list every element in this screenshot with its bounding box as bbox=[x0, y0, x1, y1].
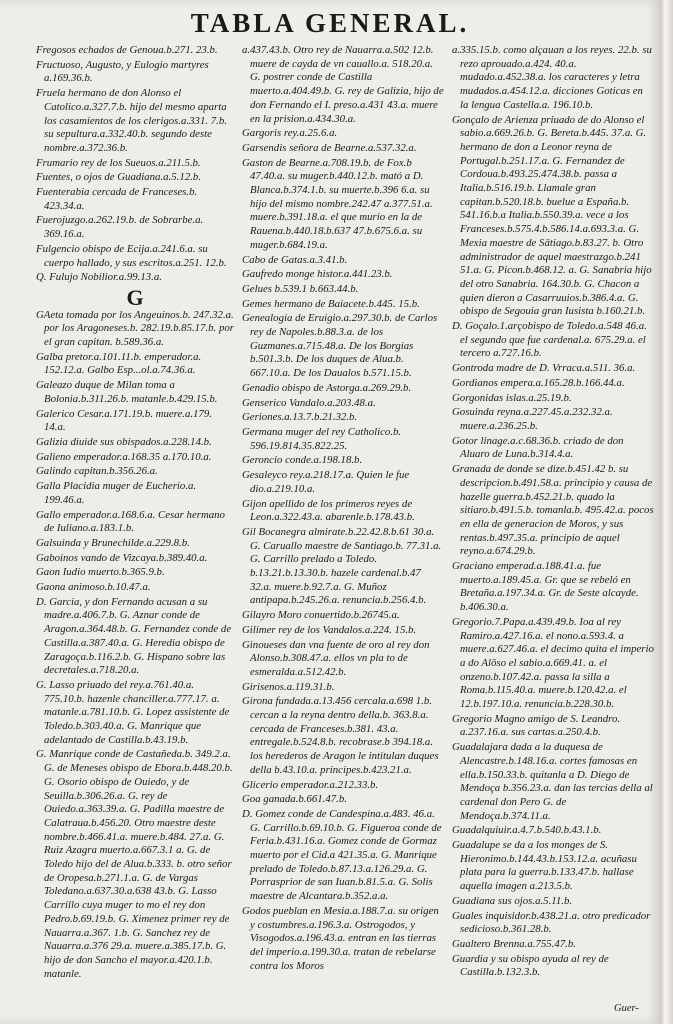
catchword: Guer- bbox=[614, 1003, 639, 1014]
page-title: TABLA GENERAL. bbox=[190, 8, 470, 38]
letter-heading: G bbox=[126, 284, 144, 310]
index-entry: Fulgencio obispo de Ecija.a.241.6.a. su cuerpo hallado, y sus escritos.a.251. 12.b. bbox=[36, 242, 227, 269]
index-entry: D. Garcia, y don Fernando acusan a su madre.a.406.7.b. G. Aznar conde de Aragon.a.364.48.b. G. Fernandez conde de Castilla.a.387.40.a. G. Heredia obispo de Zaragoça.b.116.2.b. G. Hispano sobre las decretales.a.718.20.a. bbox=[36, 595, 232, 677]
index-entry: Gelues b.539.1 b.663.44.b. bbox=[242, 282, 359, 295]
index-entry: Girisenos.a.119.31.b. bbox=[242, 680, 335, 693]
index-entry: Gordianos empera.a.165.28.b.166.44.a. bbox=[452, 376, 625, 389]
index-entry: Ginoueses dan vna fuente de oro al rey don Alonso.b.308.47.a. ellos vn pla to de esmeralda.a.512.42.b. bbox=[242, 638, 430, 678]
index-entry: Gargoris rey.a.25.6.a. bbox=[242, 127, 338, 140]
index-entry: a.437.43.b. Otro rey de Nauarra.a.502 12.b. muere de cayda de vn cauallo.a. 518.20.a. G. postrer conde de Castilla muerto.a.404.49.b. G. rey de Galizia, hijo de don Fernando el I. preso.a.431 43.a. muere en la prision.a.434.30.a. bbox=[242, 44, 444, 125]
index-entry: Fuerojuzgo.a.262.19.b. de Sobrarbe.a. 369.16.a. bbox=[36, 214, 204, 241]
index-entry: Cabo de Gatas.a.3.41.b. bbox=[242, 253, 348, 266]
index-entry: Godos pueblan en Mesia.a.188.7.a. su origen y costumbres.a.196.3.a. Ostrogodos, y Visogodos.a.196.43.a. entran en las tierras del imperio.a.199.30.a. tratan de rebelarse contra los Moros bbox=[242, 904, 439, 972]
index-column-2 bbox=[242, 44, 444, 1020]
index-entry: Gesaleyco rey.a.218.17.a. Quien le fue dio.a.219.10.a. bbox=[242, 469, 410, 495]
index-entry: Geroncio conde.a.198.18.b. bbox=[242, 454, 363, 467]
index-entry: Frumario rey de los Sueuos.a.211.5.b. bbox=[36, 156, 201, 169]
index-entry: G. Manrique conde de Castañeda.b. 349.2.a. G. de Meneses obispo de Ebora.b.448.20.b. G. Osorio obispo de Ouiedo, y de Seuilla.b.306.26.a. G. rey de Ouiedo.a.363.39.a. G. Padilla maestre de Calatraua.b.456.20. Otro maestre deste nombre.b.466.41.a. muere.b.484. 27.a. G. Ruiz Azagra muerto.a.667.3.1 a. G. de Toledo hijo del de Alua.b.333. b. otro señor de Oropesa.b.271.1.a. G. de Vargas Toledano.a.637.30.a.638 43.b. G. Lasso Carrillo cuya muger to mo el rey don Pedro.b.69.19.b. G. Ximenez primer rey de Nauarra.a.367. 1.b. G. Sanchez rey de Nauarra.a.376 29.a. muere.a.385.17.b. G. hijo de don Sancho el mayor.a.420.1.b. matanle. bbox=[36, 748, 233, 980]
index-entry: Garsendis señora de Bearne.a.537.32.a. bbox=[242, 141, 417, 154]
index-entry: Guadalajara dada a la duquesa de Alencastre.b.148.16.a. cortes famosas en ella.b.150.33.b. quitanla a D. Diego de Mendoça b.356.23.a. dan las tercias della al cardenal don Pero G. de Mendoça.b.374.11.a. bbox=[452, 741, 653, 822]
index-entry: Gilimer rey de los Vandalos.a.224. 15.b. bbox=[242, 623, 417, 636]
index-entry: Gemes hermano de Baiacete.b.445. 15.b. bbox=[242, 297, 420, 310]
index-entry: Fuenterabia cercada de Franceses.b. 423.34.a. bbox=[36, 186, 198, 212]
index-entry: G. Lasso priuado del rey.a.761.40.a. 775.10.b. hazenle chanciller.a.777.17. a. matanle.a.781.10.b. G. Lopez assistente de Toledo.b.303.40.a. G. Manrique que adelantado de Castilla.b.43.19.b. bbox=[36, 678, 230, 746]
index-entry: Granada de donde se dize.b.451.42 b. su descripcion.b.491.58.a. principio y causa de hazelle guerra.b.452.21.b. quado la sitiaro.b.491.5.b. tomanla.b. 495.42.a. pocos en ella de generacion de Moros, y sus rentas.b.497.35.a. principio de aquel reyno.a.674.29.b. bbox=[452, 463, 654, 558]
index-entry: Gaona animoso.b.10.47.a. bbox=[36, 581, 151, 594]
entries-f bbox=[36, 44, 234, 285]
index-entry: Q. Fulujo Nobilior.a.99.13.a. bbox=[36, 271, 162, 284]
index-entry: Fuentes, o ojos de Guadiana.a.5.12.b. bbox=[36, 171, 201, 184]
index-entry: Galsuinda y Brunechilde.a.229.8.b. bbox=[36, 536, 190, 549]
index-entry: Gorgonidas islas.a.25.19.b. bbox=[452, 391, 572, 404]
index-entry: Gallo emperador.a.168.6.a. Cesar hermano de Iuliano.a.183.1.b. bbox=[36, 508, 225, 535]
index-entry: Galerico Cesar.a.171.19.b. muere.a.179. 14.a. bbox=[36, 407, 212, 434]
index-entry: Germana muger del rey Catholico.b. 596.19.814.35.822.25. bbox=[242, 425, 402, 452]
index-entry: Guadalupe se da a los monges de S. Hieronimo.b.144.43.b.153.12.a. acuñasu plata para la guerra.b.133.47.b. hallase aquella imagen a.213.5.b. bbox=[452, 839, 637, 893]
index-entry: D. Goçalo.1.arçobispo de Toledo.a.548 46.a. el segundo que fue cardenal.a. 675.29.a. el tercero a.727.16.b. bbox=[452, 320, 647, 360]
index-entry: Gotor linage.a.c.68.36.b. criado de don Aluaro de Luna.b.314.4.a. bbox=[452, 434, 624, 461]
index-entry: Galieno emperador.a.168.35 a.170.10.a. bbox=[36, 450, 212, 463]
index-entry: Guardia y su obispo ayuda al rey de Castilla.b.132.3.b. bbox=[452, 952, 609, 979]
book-spine bbox=[660, 0, 673, 1024]
index-entry: Gontroda madre de D. Vrraca.a.511. 36.a. bbox=[452, 362, 636, 375]
index-column-1 bbox=[36, 44, 234, 1020]
index-entry: Gosuinda reyna.a.227.45.a.232.32.a. muere.a.236.25.b. bbox=[452, 406, 613, 432]
index-entry: Fregosos echados de Genoua.b.271. 23.b. bbox=[36, 44, 218, 56]
index-entry: Goa ganada.b.661.47.b. bbox=[242, 793, 347, 806]
index-entry: Galba pretor.a.101.11.b. emperador.a. 152.12.a. Galbo Esp...ol.a.74.36.a. bbox=[36, 350, 202, 377]
index-entry: Galeazo duque de Milan toma a Bolonia.b.311.26.b. matanle.b.429.15.b. bbox=[36, 379, 218, 405]
index-entry: Gijon apellido de los primeros reyes de Leon.a.322.43.a. abarenle.b.178.43.b. bbox=[242, 497, 415, 524]
index-entry: Fruela hermano de don Alonso el Catolico.a.327.7.b. hijo del mesmo aparta los casamientos de los clerigos.a.331. 7.b. su sepultura.a.332.40.b. segundo deste nombre.a.372.36.b. bbox=[36, 87, 227, 154]
index-entry: Glicerio emperador.a.212.33.b. bbox=[242, 778, 379, 791]
index-entry: Graciano emperad.a.188.41.a. fue muerto.a.189.45.a. Gr. que se rebeló en Bretaña.a.197.34.a. Gr. de Seste alcayde. b.406.30.a. bbox=[452, 560, 639, 614]
index-entry: Gonçalo de Arienza priuado de do Alonso el sabio.a.669.26.b. G. Bereta.b.445. 37.a. G. hermano de don a Leonor reyna de Portugal.b.251.17.a. G. Fernandez de Cordoua.b.493.25.474.38.b. passa a Italia.b.516.19.b. Llamale gran capitan.b.520.18.b. buelue a España.b. 541.16.b.a Italia.b.550.39.a. vece a los Franceses.b.575.4.b.586.14.a.693.3.a. G. Mexia maestre de Sātiago.b.83.27. b. Otro administrador de aquel maestrazgo.b.241 51.a. G. Picon.b.468.12. a. G. Sanabria hijo del otro Sanabria. 164.30.b. G. Chacon a quien dieron a Casarruuios.b.386.4.a. G. obispo de Segouia gran Iusista b.160.21.b. bbox=[452, 113, 652, 318]
index-entry: Galla Placidia muger de Eucherio.a. 199.46.a. bbox=[36, 480, 197, 506]
index-entry: Genadio obispo de Astorga.a.269.29.b. bbox=[242, 381, 412, 394]
index-entry: D. Gomez conde de Candespina.a.483. 46.a. G. Carrillo.b.69.10.b. G. Figueroa conde de Feria.b.431.16.a. Gomez conde de Gormaz muerto por el Cid.a 421.35.a. G. Manrique prelado de Toledo.b.87.13.a.126.29.a. G. Porrasprior de san Iuan.b.81.5.a. G. Solis maestre de Alcantara.b.352.a.a. bbox=[242, 807, 442, 903]
entries-g bbox=[36, 309, 234, 982]
index-entry: Guadiana sus ojos.a.5.11.b. bbox=[452, 894, 573, 907]
index-entry: Gaufredo monge histor.a.441.23.b. bbox=[242, 268, 393, 281]
index-entry: Galindo capitan.b.356.26.a. bbox=[36, 465, 158, 478]
index-entry: a.335.15.b. como alçauan a los reyes. 22.b. su rezo aprouado.a.424. 40.a. mudado.a.452.38.a. los caracteres y letra mudados.a.454.12.a. dicciones Goticas en la lengua Castella.a. 196.10.b. bbox=[452, 44, 652, 111]
index-entry: Gaston de Bearne.a.708.19.b. de Fox.b 47.40.a. su muger.b.440.12.b. mató a D. Blanca.b.374.1.b. su muerte.b.396 6.a. su hijo del mismo nombre.242.47 a.377.51.a. muere.b.391.18.a. el que murio en la de Rauena.b.440.18.b.637 47.b.675.6.a. su muger.b.684.19.a. bbox=[242, 156, 433, 251]
index-entry: Gil Bocanegra almirate.b.22.42.8.b.61 30.a. G. Caruallo maestre de Santiago.b. 77.31.a. G. Carrillo prelado a Toledo. b.13.21.b.13.30.b. hazele cardenal.b.47 32.a. muere.b.92.7.a. G. Muñoz antipapa.b.245.26.a. renuncia.b.256.4.b. bbox=[242, 525, 442, 607]
index-entry: Gaboinos vando de Vizcaya.b.389.40.a. bbox=[36, 551, 208, 564]
index-entry: Gilayro Moro conuertido.b.26745.a. bbox=[242, 609, 400, 622]
index-entry: Genealogia de Eruigio.a.297.30.b. de Carlos rey de Napoles.b.88.3.a. de los Guzmanes.a.715.48.a. De los Borgias b.501.3.b. De los duques de Alua.b. 667.10.a. De los Daualos b.571.15.b. bbox=[242, 312, 438, 380]
index-entry: Genserico Vandalo.a.203.48.a. bbox=[242, 396, 376, 409]
index-entry: Galizia diuide sus obispados.a.228.14.b. bbox=[36, 435, 212, 448]
index-entry: Gregorio Magno amigo de S. Leandro. a.237.16.a. sus cartas.a.250.4.b. bbox=[452, 712, 621, 739]
index-entry: Guadalquiuir.a.4.7.b.540.b.43.1.b. bbox=[452, 824, 602, 837]
index-entry: Fructuoso, Augusto, y Eulogio martyres a.169.36.b. bbox=[36, 58, 209, 85]
index-entry: Geriones.a.13.7.b.21.32.b. bbox=[242, 411, 358, 424]
index-entry: Girona fundada.a.13.456 cercala.a.698 1.b. cercan a la reyna dentro della.b. 363.8.a. cercada de Franceses.b.381. 43.a. entregale.b.524.8.b. recobrase.b 394.18.a. los herederos de Aragon le intitulan duques della b.43.10.a. principes.b.423.21.a. bbox=[242, 695, 439, 776]
index-entry: GAeta tomada por los Angeuinos.b. 247.32.a. por los Aragoneses.b. 282.19.b.85.17.b. por el gran capitan. b.589.36.a. bbox=[36, 308, 234, 349]
index-entry: Gaon Iudio muerto.b.365.9.b. bbox=[36, 566, 165, 579]
index-entry: Gregorio.7.Papa.a.439.49.b. Ioa al rey Ramiro.a.427.16.a. el nono.a.593.4. a muere.a.627.46.a. el decimo quita el imperio a do Alōso el sabio.a.669.41. a. el onzeno.b.107.42.a. passa la silla a Roma.b.115.40.a. muere.b.120.42.a. el 12.b.197.10.a. renuncia.b.228.30.b. bbox=[452, 615, 654, 711]
index-entry: Gualtero Brenna.a.755.47.b. bbox=[452, 938, 576, 950]
index-column-3 bbox=[452, 44, 654, 1020]
index-entry: Guales inquisidor.b.438.21.a. otro predicador sedicioso.b.361.28.b. bbox=[452, 909, 651, 936]
